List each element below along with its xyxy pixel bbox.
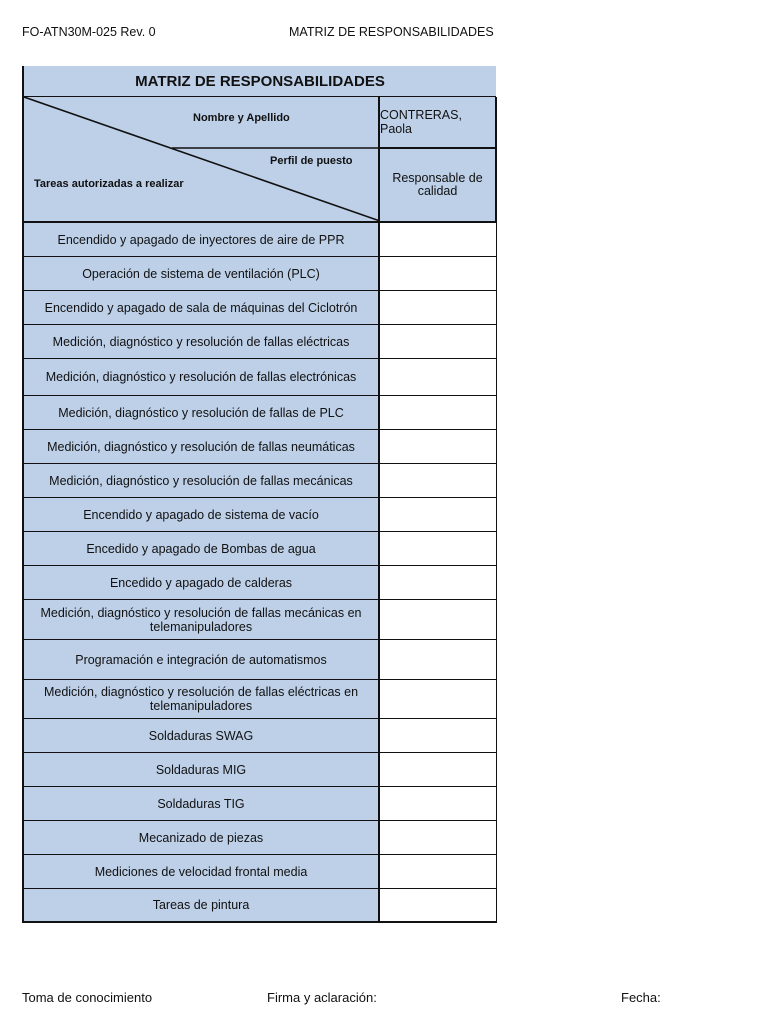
table-row bbox=[22, 640, 497, 680]
task-label: Encedido y apagado de calderas bbox=[22, 566, 380, 600]
table-row bbox=[22, 855, 497, 889]
task-check-cell[interactable] bbox=[380, 325, 497, 359]
task-label: Medición, diagnóstico y resolución de fallas eléctricas bbox=[22, 325, 380, 359]
task-check-cell[interactable] bbox=[380, 464, 497, 498]
table-row bbox=[22, 325, 497, 359]
table-row bbox=[22, 396, 497, 430]
task-label: Encendido y apagado de sala de máquinas del Ciclotrón bbox=[22, 291, 380, 325]
table-row bbox=[22, 430, 497, 464]
table-row bbox=[22, 498, 497, 532]
task-label: Medición, diagnóstico y resolución de fallas eléctricas en telemanipuladores bbox=[22, 680, 380, 719]
table-row bbox=[22, 223, 497, 257]
task-label: Mecanizado de piezas bbox=[22, 821, 380, 855]
table-row bbox=[22, 532, 497, 566]
task-label: Encedido y apagado de Bombas de agua bbox=[22, 532, 380, 566]
task-check-cell[interactable] bbox=[380, 600, 497, 640]
person-role-cell: Responsable de calidad bbox=[380, 149, 497, 223]
task-label: Medición, diagnóstico y resolución de fallas mecánicas en telemanipuladores bbox=[22, 600, 380, 640]
task-label: Medición, diagnóstico y resolución de fallas mecánicas bbox=[22, 464, 380, 498]
task-check-cell[interactable] bbox=[380, 855, 497, 889]
task-label: Mediciones de velocidad frontal media bbox=[22, 855, 380, 889]
task-check-cell[interactable] bbox=[380, 787, 497, 821]
task-check-cell[interactable] bbox=[380, 396, 497, 430]
task-label: Soldaduras TIG bbox=[22, 787, 380, 821]
task-check-cell[interactable] bbox=[380, 223, 497, 257]
document-code: FO-ATN30M-025 Rev. 0 bbox=[22, 25, 156, 39]
person-name-cell: CONTRERAS, Paola bbox=[380, 97, 497, 149]
table-row bbox=[22, 566, 497, 600]
task-check-cell[interactable] bbox=[380, 640, 497, 680]
task-label: Programación e integración de automatismos bbox=[22, 640, 380, 680]
task-label: Soldaduras SWAG bbox=[22, 719, 380, 753]
footer-acknowledge: Toma de conocimiento bbox=[22, 990, 153, 1005]
table-row bbox=[22, 257, 497, 291]
table-row bbox=[22, 821, 497, 855]
task-check-cell[interactable] bbox=[380, 498, 497, 532]
label-tasks: Tareas autorizadas a realizar bbox=[34, 178, 184, 190]
table-row bbox=[22, 359, 497, 396]
table-row bbox=[22, 889, 497, 923]
task-label: Soldaduras MIG bbox=[22, 753, 380, 787]
task-check-cell[interactable] bbox=[380, 532, 497, 566]
document-title: MATRIZ DE RESPONSABILIDADES bbox=[289, 25, 494, 39]
task-list bbox=[22, 223, 497, 923]
task-check-cell[interactable] bbox=[380, 821, 497, 855]
task-label: Encendido y apagado de inyectores de aire de PPR bbox=[22, 223, 380, 257]
footer-date: Fecha: bbox=[621, 990, 661, 1005]
task-label: Operación de sistema de ventilación (PLC) bbox=[22, 257, 380, 291]
label-name: Nombre y Apellido bbox=[193, 112, 290, 124]
table-row bbox=[22, 600, 497, 640]
table-row bbox=[22, 680, 497, 719]
footer-signature: Firma y aclaración: bbox=[267, 990, 377, 1005]
label-profile: Perfil de puesto bbox=[270, 155, 353, 167]
matrix-title: MATRIZ DE RESPONSABILIDADES bbox=[22, 66, 496, 97]
table-row bbox=[22, 291, 497, 325]
diagonal-header-cell bbox=[22, 97, 380, 223]
task-label: Medición, diagnóstico y resolución de fallas neumáticas bbox=[22, 430, 380, 464]
task-check-cell[interactable] bbox=[380, 257, 497, 291]
task-label: Medición, diagnóstico y resolución de fallas de PLC bbox=[22, 396, 380, 430]
task-label: Tareas de pintura bbox=[22, 889, 380, 923]
task-check-cell[interactable] bbox=[380, 680, 497, 719]
task-check-cell[interactable] bbox=[380, 566, 497, 600]
task-check-cell[interactable] bbox=[380, 430, 497, 464]
task-label: Medición, diagnóstico y resolución de fallas electrónicas bbox=[22, 359, 380, 396]
table-row bbox=[22, 787, 497, 821]
task-check-cell[interactable] bbox=[380, 359, 497, 396]
task-label: Encendido y apagado de sistema de vacío bbox=[22, 498, 380, 532]
table-row bbox=[22, 753, 497, 787]
table-row bbox=[22, 464, 497, 498]
task-check-cell[interactable] bbox=[380, 889, 497, 923]
task-check-cell[interactable] bbox=[380, 753, 497, 787]
task-check-cell[interactable] bbox=[380, 719, 497, 753]
table-row bbox=[22, 719, 497, 753]
task-check-cell[interactable] bbox=[380, 291, 497, 325]
